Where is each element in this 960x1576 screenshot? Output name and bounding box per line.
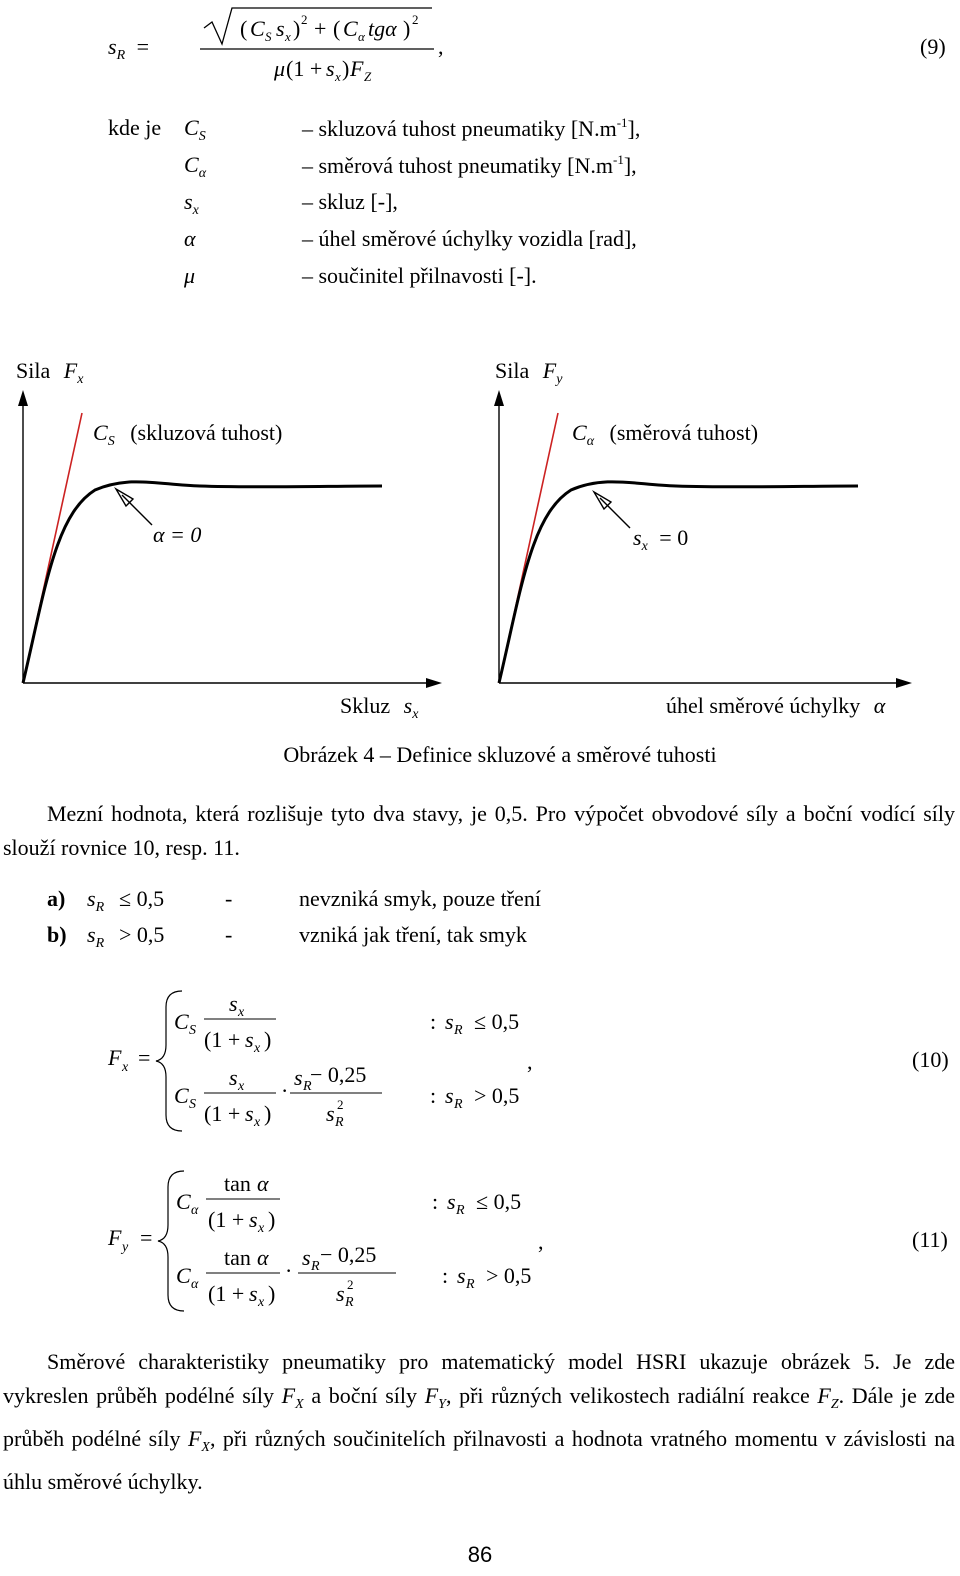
paragraph-2: Směrové charakteristiky pneumatiky pro matematický model HSRI ukazuje obrázek 5. Je zde vykreslen průběh podélné síly $F_X$ a boční síly $F_Y$, při různých velikostech radiální reakce $F_Z$. Dále je zde průběh podélné síly $F_X$, při různých součinitelích přilnavosti a hodnota vratného momentu v závislosti na úhlu směrové úchylky. xyxy=(3,1349,956,1494)
svg-text:(: ( xyxy=(240,16,248,41)
svg-text:C: C xyxy=(174,1009,189,1034)
svg-text:C: C xyxy=(174,1083,189,1108)
eq9-lhs: s xyxy=(108,34,117,59)
right-x-label: úhel směrové úchylky α xyxy=(666,693,886,718)
legend-row: $C_S$ – skluzová tuhost pneumatiky $[N.m^{-1}]$, xyxy=(184,115,641,144)
legend-intro: kde je xyxy=(108,115,162,140)
right-tangent-label: $C_\alpha$ (směrová tuhost) xyxy=(572,420,759,449)
svg-text:R: R xyxy=(311,1259,320,1274)
svg-text:s: s xyxy=(229,1065,238,1090)
svg-text:s: s xyxy=(447,1189,456,1214)
legend-row: $s_x$ – skluz [-], xyxy=(184,189,398,218)
svg-text:s: s xyxy=(445,1083,454,1108)
eq11-lhs: F xyxy=(108,1225,122,1250)
svg-text:R: R xyxy=(454,1097,463,1112)
eq11-cond2: > 0,5 xyxy=(486,1263,532,1288)
svg-text:x: x xyxy=(254,1041,261,1056)
svg-text:): ) xyxy=(342,56,350,81)
svg-text:2: 2 xyxy=(412,12,419,27)
equation-9: $s_R$ = ( C S s x ) 2 + ( C α tgα ) 2 μ (1 + s x ) F Z , (9) xyxy=(108,6,958,86)
svg-text:R: R xyxy=(454,1023,463,1038)
svg-text:R: R xyxy=(456,1203,465,1218)
svg-text:s: s xyxy=(326,56,335,81)
svg-text:(1 +: (1 + xyxy=(204,1027,241,1052)
svg-text:R: R xyxy=(466,1277,475,1292)
svg-text:): ) xyxy=(264,1027,272,1052)
eq11-cond1: ≤ 0,5 xyxy=(476,1189,522,1214)
equation-10 xyxy=(100,985,960,1135)
svg-text:α: α xyxy=(358,29,365,44)
svg-text:tan: tan xyxy=(224,1245,251,1270)
left-annotation: α = 0 xyxy=(153,522,202,547)
svg-text:R: R xyxy=(345,1295,354,1310)
svg-text:x: x xyxy=(258,1221,265,1236)
svg-text:=: = xyxy=(138,1045,151,1070)
svg-text:y: y xyxy=(122,1240,129,1255)
legend-row: $C_\alpha$ – směrová tuhost pneumatiky $[N.m^{-1}]$, xyxy=(184,152,637,181)
svg-text:α: α xyxy=(257,1171,269,1196)
svg-text:s: s xyxy=(294,1065,303,1090)
svg-text:tan: tan xyxy=(224,1171,251,1196)
eq10-cond2: > 0,5 xyxy=(474,1083,520,1108)
svg-text:C: C xyxy=(176,1263,191,1288)
svg-text:,: , xyxy=(527,1049,533,1074)
svg-text:s: s xyxy=(245,1101,254,1126)
eq11-number: (11) xyxy=(912,1227,948,1252)
svg-text:s: s xyxy=(229,991,238,1016)
svg-text:s: s xyxy=(457,1263,466,1288)
right-annotation: $s_x = 0$ xyxy=(633,525,689,554)
svg-text:x: x xyxy=(122,1060,129,1075)
equation-11 xyxy=(100,1165,960,1315)
svg-text:): ) xyxy=(264,1101,272,1126)
left-x-label: Skluz $s_x$ xyxy=(340,693,419,722)
svg-text::: : xyxy=(442,1263,449,1288)
figure-4-diagram xyxy=(0,340,960,740)
page-number: 86 xyxy=(467,1542,493,1567)
legend-row: α – úhel směrové úchylky vozidla [rad], xyxy=(184,226,637,251)
right-curve xyxy=(499,482,858,683)
svg-text:x: x xyxy=(258,1295,265,1310)
svg-text:): ) xyxy=(403,16,411,41)
svg-text:C: C xyxy=(343,16,358,41)
svg-text:S: S xyxy=(189,1097,196,1112)
left-curve xyxy=(23,482,382,683)
svg-text:C: C xyxy=(250,16,265,41)
case-a: a) $s_R$ ≤ 0,5 - nevzniká smyk, pouze tření xyxy=(47,886,541,915)
figure-caption: Obrázek 4 – Definice skluzové a směrové tuhosti xyxy=(283,742,717,767)
svg-text:): ) xyxy=(268,1281,276,1306)
svg-text:x: x xyxy=(238,1079,245,1094)
svg-text:2: 2 xyxy=(337,1097,344,1112)
svg-text:2: 2 xyxy=(347,1277,354,1292)
left-y-label: Sila $F_x$ xyxy=(16,358,84,387)
svg-text:s: s xyxy=(445,1009,454,1034)
svg-text:s: s xyxy=(245,1027,254,1052)
eq10-lhs: F xyxy=(108,1045,122,1070)
svg-text:F: F xyxy=(350,56,364,81)
svg-text:,: , xyxy=(438,34,444,59)
svg-text:x: x xyxy=(238,1005,245,1020)
svg-text:R: R xyxy=(303,1079,312,1094)
svg-text:(1 +: (1 + xyxy=(286,56,323,81)
svg-text:=: = xyxy=(140,1225,153,1250)
svg-text:+: + xyxy=(314,16,327,41)
svg-text:(: ( xyxy=(333,16,341,41)
svg-text:α: α xyxy=(257,1245,269,1270)
paragraph-1: Mezní hodnota, která rozlišuje tyto dva stavy, je 0,5. Pro výpočet obvodové síly a boční vodící síly slouží rovnice 10, resp. 11. xyxy=(3,801,955,860)
svg-text:2: 2 xyxy=(301,12,308,27)
svg-text:R: R xyxy=(335,1115,344,1130)
svg-text:s: s xyxy=(302,1245,311,1270)
svg-text:(1 +: (1 + xyxy=(204,1101,241,1126)
eq9-fraction xyxy=(170,6,490,86)
svg-text:S: S xyxy=(265,29,272,44)
svg-text:s: s xyxy=(336,1281,345,1306)
svg-text:,: , xyxy=(538,1229,544,1254)
svg-text:Z: Z xyxy=(364,69,372,84)
svg-text:s: s xyxy=(249,1281,258,1306)
svg-text:α: α xyxy=(191,1203,199,1218)
svg-text:s: s xyxy=(249,1207,258,1232)
left-tangent-label: $C_S$ (skluzová tuhost) xyxy=(93,420,283,449)
eq10-cond1: ≤ 0,5 xyxy=(474,1009,520,1034)
eq10-number: (10) xyxy=(912,1047,949,1072)
svg-text:s: s xyxy=(326,1101,335,1126)
svg-text::: : xyxy=(430,1083,437,1108)
cases-list xyxy=(47,886,647,958)
svg-text:μ: μ xyxy=(274,56,286,81)
svg-text:(1 +: (1 + xyxy=(208,1281,245,1306)
svg-text::: : xyxy=(430,1009,437,1034)
svg-text:C: C xyxy=(176,1189,191,1214)
legend-row: μ – součinitel přilnavosti [-]. xyxy=(184,263,537,288)
svg-text:x: x xyxy=(285,29,291,44)
svg-text:·: · xyxy=(285,1258,293,1283)
svg-text:s: s xyxy=(276,16,285,41)
eq9-number: (9) xyxy=(920,34,946,59)
right-y-label: Sila $F_y$ xyxy=(495,358,563,387)
svg-text:x: x xyxy=(335,69,341,84)
case-b: b) $s_R$ > 0,5 - vzniká jak tření, tak smyk xyxy=(47,922,527,951)
svg-text::: : xyxy=(432,1189,439,1214)
svg-text:α: α xyxy=(191,1277,199,1292)
svg-text:tgα: tgα xyxy=(368,16,397,41)
eq11-extra-num: − 0,25 xyxy=(320,1242,377,1267)
eq10-extra-num: − 0,25 xyxy=(310,1062,367,1087)
svg-text:x: x xyxy=(254,1115,261,1130)
svg-text:·: · xyxy=(281,1078,289,1103)
svg-text:): ) xyxy=(268,1207,276,1232)
svg-text:(1 +: (1 + xyxy=(208,1207,245,1232)
svg-text:S: S xyxy=(189,1023,196,1038)
svg-text:): ) xyxy=(293,16,301,41)
